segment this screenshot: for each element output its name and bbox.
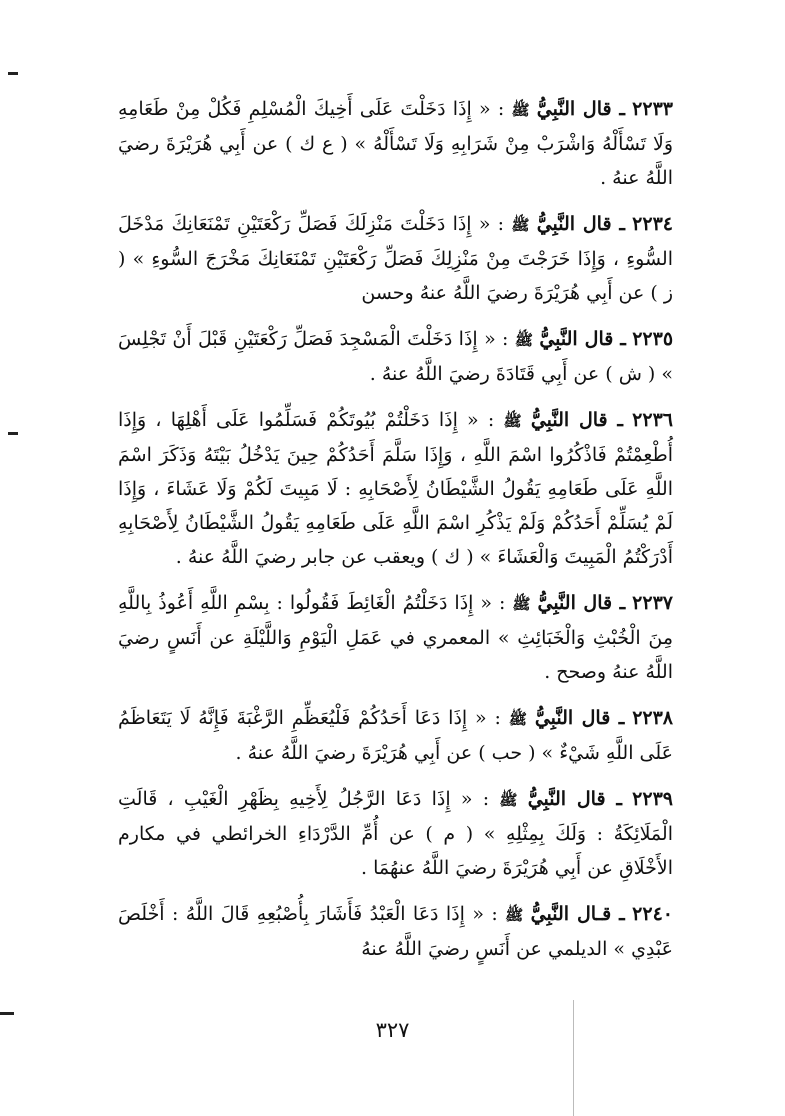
hadith-text: : « إِذَا دَخَلْتَ مَنْزِلَكَ فَصَلِّ رَكْعَتَيْنِ تَمْنَعَانِكَ مَدْخَلَ السُّوءِ ، وَإِذَا خَرَجْتَ مِنْ مَنْزِلِكَ فَصَلِّ رَكْعَتَيْنِ تَمْنَعَانِكَ مَخْرَجَ السُّوءِ » ( ز ) عن أَبِي هُرَيْرَةَ رضيَ اللَّهُ عنهُ وحسن [118, 213, 673, 304]
hadith-number: ٢٢٣٦ [632, 409, 673, 431]
hadith-number: ٢٢٣٥ [632, 328, 674, 350]
hadith-intro: ـ قال النَّبِيُّ [534, 707, 625, 729]
hadith-number: ٢٢٣٤ [632, 213, 673, 235]
hadith-text: : « إِذَا دَعَا أَحَدُكُمْ فَلْيُعَظِّمِ الرَّغْبَةَ فَإِنَّهُ لَا يَتَعَاظَمُ عَلَى اللَّهِ شَيْءٌ » ( حب ) عن أَبِي هُرَيْرَةَ رضيَ اللَّهُ عنهُ . [118, 707, 673, 764]
hadith-number: ٢٢٤٠ [632, 903, 673, 925]
hadith-text: : « إِذَا دَخَلْتَ الْمَسْجِدَ فَصَلِّ رَكْعَتَيْنِ قَبْلَ أَنْ تَجْلِسَ » ( ش ) عن أَبِي قَتَادَةَ رضيَ اللَّهُ عنهُ . [118, 328, 673, 385]
salutation-glyph: ﷺ [508, 710, 527, 728]
hadith-list [118, 92, 673, 978]
hadith-text: : « إِذَا دَعَا الْعَبْدُ فَأَشَارَ بِأُصْبُعِهِ قَالَ اللَّهُ : أَخْلَصَ عَبْدِي » الديلمي عن أَنَسٍ رضيَ اللَّهُ عنهُ [118, 903, 673, 960]
scan-margin-mark [8, 72, 18, 75]
salutation-glyph: ﷺ [505, 906, 524, 924]
hadith-intro: ـ قال النَّبِيُّ [527, 788, 622, 810]
hadith-intro: ـ قال النَّبِيُّ [539, 328, 626, 350]
salutation-glyph: ﷺ [499, 791, 518, 809]
salutation-glyph: ﷺ [511, 101, 530, 119]
hadith-intro: ـ قـال النَّبِيُّ [530, 903, 625, 925]
hadith-entry [118, 403, 673, 574]
salutation-glyph: ﷺ [514, 331, 533, 349]
hadith-entry [118, 701, 673, 770]
hadith-intro: ـ قال النَّبِيُّ [537, 592, 626, 614]
hadith-entry [118, 897, 673, 966]
hadith-intro: ـ قال النَّبِيُّ [536, 98, 625, 120]
salutation-glyph: ﷺ [503, 412, 522, 430]
hadith-entry [118, 322, 673, 391]
page-number: ٣٢٧ [375, 1018, 410, 1042]
hadith-number: ٢٢٣٨ [632, 707, 674, 729]
salutation-glyph: ﷺ [511, 216, 530, 234]
hadith-entry [118, 92, 673, 195]
hadith-entry [118, 207, 673, 310]
hadith-text: : « إِذَا دَخَلْتُمْ بُيُوتَكُمْ فَسَلِّمُوا عَلَى أَهْلِهَا ، وَإِذَا أُطْعِمْتُمْ فَاذْكُرُوا اسْمَ اللَّهِ ، وَإِذَا سَلَّمَ أَحَدُكُمْ حِينَ يَدْخُلُ بَيْتَهُ وَذَكَرَ اسْمَ اللَّهِ عَلَى طَعَامِهِ يَقُولُ الشَّيْطَانُ لِأَصْحَابِهِ : لَا مَبِيتَ لَكُمْ وَلَا عَشَاءَ ، وَإِذَا لَمْ يُسَلِّمْ أَحَدُكُمْ وَلَمْ يَذْكُرِ اسْمَ اللَّهِ عَلَى طَعَامِهِ يَقُولُ الشَّيْطَانُ لِأَصْحَابِهِ أَدْرَكْتُمُ الْمَبِيتَ وَالْعَشَاءَ » ( ك ) ويعقب عن جابر رضيَ اللَّهُ عنهُ . [118, 409, 673, 568]
hadith-text: : « إِذَا دَخَلْتَ عَلَى أَخِيكَ الْمُسْلِمِ فَكُلْ مِنْ طَعَامِهِ وَلَا تَسْأَلْهُ وَاشْرَبْ مِنْ شَرَابِهِ وَلَا تَسْأَلْهُ » ( ع ك ) عن أَبِي هُرَيْرَةَ رضيَ اللَّهُ عنهُ . [118, 98, 673, 189]
hadith-number: ٢٢٣٩ [632, 788, 673, 810]
hadith-intro: ـ قال النَّبِيُّ [530, 409, 623, 431]
hadith-number: ٢٢٣٧ [632, 592, 673, 614]
hadith-intro: ـ قال النَّبِيُّ [536, 213, 625, 235]
hadith-entry [118, 782, 673, 885]
hadith-text: : « إِذَا دَعَا الرَّجُلُ لِأَخِيهِ بِظَهْرِ الْغَيْبِ ، قَالَتِ الْمَلَائِكَةُ : وَلَكَ بِمِثْلِهِ » ( م ) عن أُمِّ الدَّرْدَاءِ الخرائطي في مكارم الأَخْلَاقِ عن أَبِي هُرَيْرَةَ رضيَ اللَّهُ عنهُمَا . [118, 788, 673, 879]
salutation-glyph: ﷺ [512, 595, 531, 613]
scan-margin-mark [8, 432, 18, 435]
hadith-text: : « إِذَا دَخَلْتُمُ الْغَائِطَ فَقُولُوا : بِسْمِ اللَّهِ أَعُوذُ بِاللَّهِ مِنَ الْخُبْثِ وَالْخَبَائِثِ » المعمري في عَمَلِ الْيَوْمِ وَاللَّيْلَةِ عن أَنَسٍ رضيَ اللَّهُ عنهُ وصحح . [118, 592, 673, 683]
hadith-number: ٢٢٣٣ [632, 98, 673, 120]
hadith-entry [118, 586, 673, 689]
scan-margin-mark [0, 1012, 14, 1015]
